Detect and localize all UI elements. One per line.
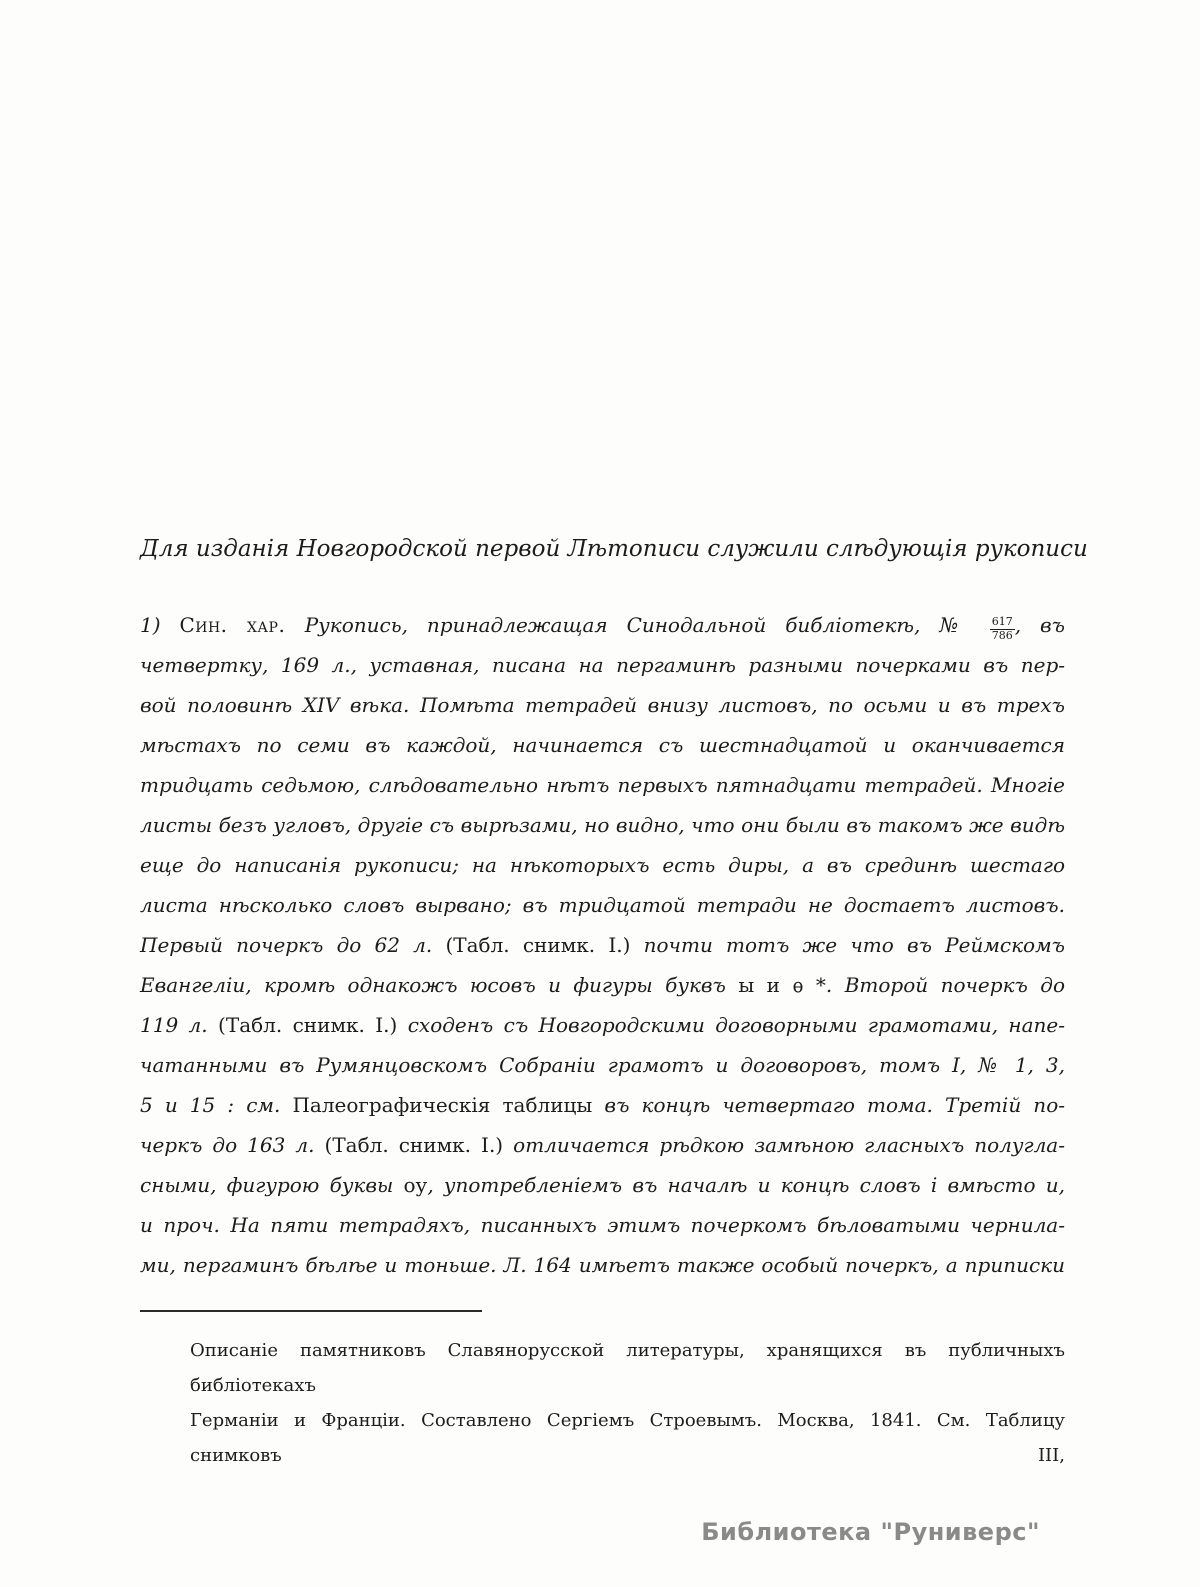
- text-run: 119 л.: [140, 1013, 219, 1037]
- text-run: сными, фигурою буквы: [140, 1173, 404, 1197]
- manuscript-number-fraction: $\frac{617}{786}$: [991, 615, 1013, 642]
- text-run: 5 и 15 : см.: [140, 1093, 293, 1117]
- text-run: Син. хар.: [179, 613, 305, 637]
- text-run: четвертку, 169 л., уставная, писана на пергаминѣ разными почерками въ пер-: [140, 653, 1065, 677]
- text-run: Рукопись, принадлежащая Синодальной библіотекѣ, №: [304, 613, 990, 637]
- text-line: [140, 645, 1065, 685]
- text-run: еще до написанія рукописи; на нѣкоторыхъ есть диры, а въ срединѣ шестаго: [140, 853, 1065, 877]
- text-line: [140, 845, 1065, 885]
- text-line: [140, 725, 1065, 765]
- text-run: мѣстахъ по семи въ каждой, начинается съ шестнадцатой и оканчивается: [140, 733, 1065, 757]
- text-run: и проч. На пяти тетрадяхъ, писанныхъ этимъ почеркомъ бѣловатыми чернила-: [140, 1213, 1065, 1237]
- text-run: . Второй почеркъ до: [825, 973, 1065, 997]
- text-run: отличается рѣдкою замѣною гласныхъ полугла-: [513, 1133, 1065, 1157]
- text-run: ы и ѳ *: [738, 973, 826, 997]
- text-line: [140, 1005, 1065, 1045]
- text-run: сходенъ съ Новгородскими договорными грамотами, напе-: [407, 1013, 1066, 1037]
- text-run: 1): [140, 613, 180, 637]
- text-run: почти тотъ же что въ Реймскомъ: [643, 933, 1066, 957]
- body-text: [140, 605, 1065, 1285]
- text-run: ми, пергаминъ бѣлѣе и тоньше. Л. 164 имѣетъ также особый почеркъ, а приписки: [140, 1253, 1065, 1277]
- text-line: [140, 1165, 1065, 1205]
- text-run: Евангеліи, кромѣ однакожъ юсовъ и фигуры буквъ: [140, 973, 739, 997]
- text-run: черкъ до 163 л.: [140, 1133, 325, 1157]
- text-line: [140, 1085, 1065, 1125]
- text-line: [140, 765, 1065, 805]
- text-line: [140, 925, 1065, 965]
- text-line: [140, 1125, 1065, 1165]
- text-run: (Табл. снимк. I.): [324, 1133, 514, 1157]
- text-run: оу: [403, 1173, 428, 1197]
- footnote: [190, 1333, 1065, 1473]
- text-line: [140, 885, 1065, 925]
- text-line: [140, 605, 1065, 645]
- text-run: въ концѣ четвертаго тома. Третій по-: [604, 1093, 1065, 1117]
- page-title: Для изданія Новгородской первой Лѣтописи служили слѣдующія рукописи: [140, 536, 1088, 562]
- text-line: [140, 1245, 1065, 1285]
- text-run: тридцать седьмою, слѣдовательно нѣтъ первыхъ пятнадцати тетрадей. Многіе: [140, 773, 1065, 797]
- text-run: , въ: [1014, 613, 1065, 637]
- text-line: [140, 1205, 1065, 1245]
- text-run: Палеографическія таблицы: [292, 1093, 605, 1117]
- text-line: [140, 805, 1065, 845]
- text-run: (Табл. снимк. I.): [445, 933, 644, 957]
- library-watermark: Библиотека "Руниверс": [701, 1518, 1040, 1546]
- text-run: вой половинѣ XIV вѣка. Помѣта тетрадей внизу листовъ, по осьми и въ трехъ: [140, 693, 1065, 717]
- text-run: листа нѣсколько словъ вырвано; въ тридцатой тетради не достаетъ листовъ.: [140, 893, 1065, 917]
- footnote-line: Описаніе памятниковъ Славянорусской литературы, хранящихся въ публичныхъ библіотекахъ: [190, 1340, 1065, 1396]
- text-line: [140, 1045, 1065, 1085]
- text-line: [140, 965, 1065, 1005]
- footnote-separator: [140, 1310, 482, 1312]
- text-run: (Табл. снимк. I.): [218, 1013, 408, 1037]
- text-run: , употребленіемъ въ началѣ и концѣ словъ і вмѣсто и,: [427, 1173, 1065, 1197]
- text-run: листы безъ угловъ, другіе съ вырѣзами, но видно, что они были въ такомъ же видѣ: [140, 813, 1065, 837]
- text-run: чатанными въ Румянцовскомъ Собраніи грамотъ и договоровъ, томъ I, № 1, 3,: [140, 1053, 1065, 1077]
- footnote-line: Германіи и Франціи. Составлено Сергіемъ Строевымъ. Москва, 1841. См. Таблицу снимковъ III,: [190, 1410, 1065, 1466]
- text-line: [140, 685, 1065, 725]
- text-run: Первый почеркъ до 62 л.: [140, 933, 446, 957]
